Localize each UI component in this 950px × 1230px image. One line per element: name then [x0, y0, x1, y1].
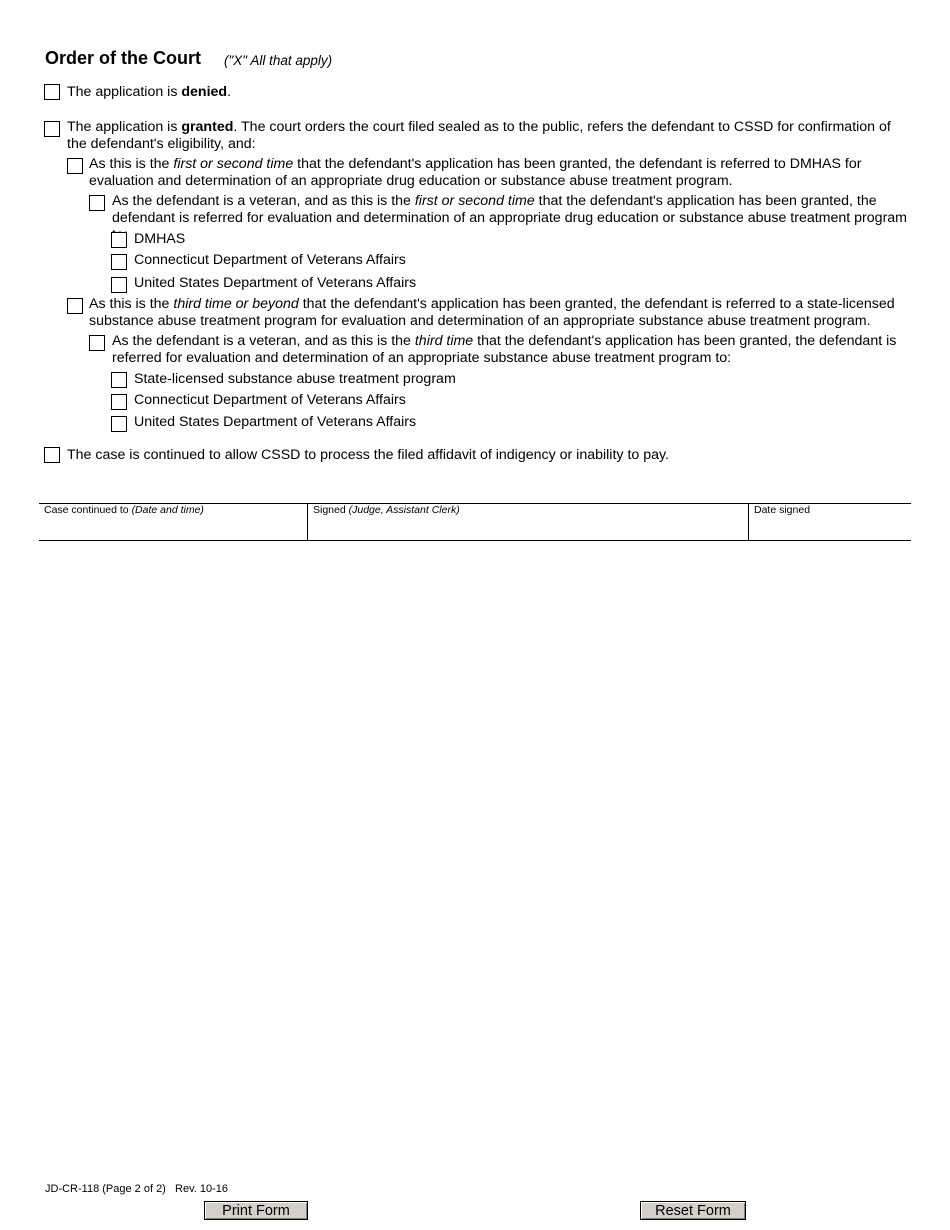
- granted-checkbox[interactable]: [44, 121, 60, 137]
- first-second-checkbox[interactable]: [67, 158, 83, 174]
- date-signed-field[interactable]: [749, 504, 911, 540]
- choice-state-licensed-checkbox[interactable]: [111, 372, 127, 388]
- granted-bold: granted: [181, 119, 234, 135]
- choice-ct-va-2-label: Connecticut Department of Veterans Affairs: [134, 392, 406, 408]
- choice-us-va-checkbox[interactable]: [111, 277, 127, 293]
- reset-form-button[interactable]: Reset Form: [640, 1201, 746, 1220]
- choice-dmhas-label: DMHAS: [134, 231, 186, 247]
- page-title: Order of the Court: [45, 48, 201, 68]
- continued-checkbox[interactable]: [44, 447, 60, 463]
- veteran-first-second-italic: first or second time: [414, 193, 535, 209]
- granted-suffix: . The court orders the court filed sealed as to the public, refers the defendant to CSSD for confirmation of the defendant's eligibility, and:: [67, 119, 891, 152]
- choice-ct-va-label: Connecticut Department of Veterans Affairs: [134, 252, 406, 268]
- third-time-checkbox[interactable]: [67, 298, 83, 314]
- third-italic: third time or beyond: [173, 296, 299, 312]
- denied-bold: denied: [181, 84, 228, 100]
- veteran-first-second-suffix: that the defendant's application has been granted, the defendant is referred for evaluation and determination of an appropriate drug education or substance abuse treatment program: [112, 193, 907, 226]
- veteran-first-second-prefix: As the defendant is a veteran, and as this is the: [112, 193, 415, 209]
- case-continued-label-text: Case continued to: [44, 504, 132, 516]
- choice-ct-va-2-checkbox[interactable]: [111, 394, 127, 410]
- denied-suffix: .: [227, 84, 232, 100]
- signed-note: (Judge, Assistant Clerk): [348, 504, 460, 516]
- denied-text: [67, 84, 907, 101]
- veteran-third-suffix: that the defendant's application has been granted, the defendant is referred for evaluation and determination of an appropriate substance abuse treatment program to:: [112, 333, 897, 366]
- choice-state-licensed-label: State-licensed substance abuse treatment program: [134, 371, 456, 387]
- denied-prefix: The application is: [67, 84, 182, 100]
- veteran-first-second-text: [112, 193, 912, 244]
- date-signed-label: Date signed: [754, 504, 811, 516]
- first-second-italic: first or second time: [173, 156, 294, 172]
- form-id: JD-CR-118 (Page 2 of 2) Rev. 10-16: [45, 1183, 229, 1195]
- case-continued-note: (Date and time): [131, 504, 204, 516]
- choice-dmhas-checkbox[interactable]: [111, 232, 127, 248]
- first-second-suffix: that the defendant's application has been granted, the defendant is referred to DMHAS for evaluation and determination of an appropriate drug education or substance abuse treatment program.: [89, 156, 862, 189]
- granted-text: [67, 119, 912, 153]
- veteran-first-second-checkbox[interactable]: [89, 195, 105, 211]
- first-second-prefix: As this is the: [89, 156, 174, 172]
- choice-ct-va-checkbox[interactable]: [111, 254, 127, 270]
- denied-checkbox[interactable]: [44, 84, 60, 100]
- third-suffix: that the defendant's application has been granted, the defendant is referred to a state-licensed substance abuse treatment program for evaluation and determination of an appropriate substance abuse treatment program.: [89, 296, 895, 329]
- veteran-third-checkbox[interactable]: [89, 335, 105, 351]
- third-prefix: As this is the: [89, 296, 174, 312]
- veteran-third-text: [112, 333, 902, 367]
- continued-text: The case is continued to allow CSSD to process the filed affidavit of indigency or inability to pay.: [67, 447, 669, 463]
- veteran-third-prefix: As the defendant is a veteran, and as this is the: [112, 333, 415, 349]
- third-time-text: [89, 296, 909, 330]
- signed-field[interactable]: [308, 504, 748, 540]
- veteran-third-italic: third time: [414, 333, 474, 349]
- signature-table: [39, 503, 911, 541]
- title-note: ("X" All that apply): [224, 53, 333, 68]
- choice-us-va-label: United States Department of Veterans Affairs: [134, 275, 417, 291]
- case-continued-field[interactable]: [39, 504, 307, 540]
- choice-us-va-2-label: United States Department of Veterans Affairs: [134, 414, 417, 430]
- signed-label: [313, 504, 460, 516]
- granted-prefix: The application is: [67, 119, 182, 135]
- choice-us-va-2-checkbox[interactable]: [111, 416, 127, 432]
- case-continued-label: [44, 504, 204, 516]
- first-second-text: [89, 156, 909, 190]
- print-form-button[interactable]: Print Form: [204, 1201, 308, 1220]
- signed-label-text: Signed: [313, 504, 349, 516]
